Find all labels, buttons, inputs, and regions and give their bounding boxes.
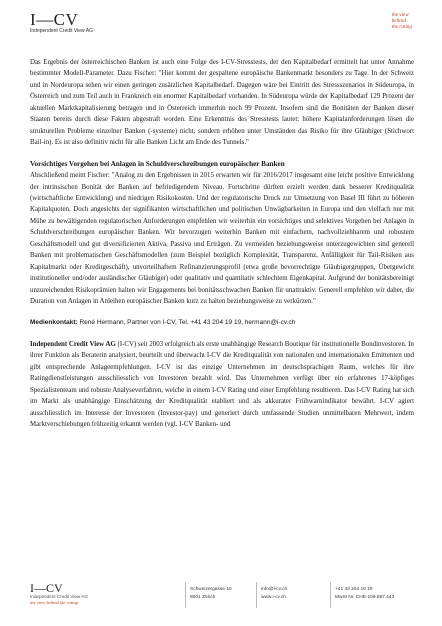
footer-logo [30,582,150,605]
email-link[interactable]: info@i-cv.ch [261,587,288,592]
slogan-line: the view [391,12,409,18]
paragraph-recommendation: Abschließend meint Fischer: "Analog zu den Ergebnissen in 2015 erwarten wir für 2016/2017 insgesamt eine leicht positive Entwicklung der intrinsischen Bonität der Banken auf befriedigendem Niveau. Fortschritte dürften erzielt werden dank besserer Kreditqualität (wirtschaftliche Entwicklung) und niedrigen Risikokosten. Und der regulatorische Druck zur Umsetzung von Basel III führt zu höheren Kapitalquoten. Doch angesichts der signifikanten wirtschaftlichen und politischen Unwägbarkeiten in Europa und den vielfach nur mit Mühe zu bewältigenden regulatorischen Anforderungen empfehlen wir weiterhin ein vorsichtiges und selektives Vorgehen bei Anlagen in Schuldverschreibungen europäischer Banken. Wir bevorzugen weiterhin Banken mit einfachem, nachvollziehbarem und robustem Geschäftsmodell und gut diversifizierten Aktiva, Passiva und Erträgen. Zu vermeiden beziehungsweise unterzugewichten sind generell Banken mit problematischen Geschäftsmodellen (zum Beispiel bezüglich Komplexität, Transparenz, Anfälligkeit für Tail-Risiken aus Kapitalmarkt oder Kreditgeschäft), unvorteilhaftem Refinanzierungsprofil (etwa große bevorrechtigte Gläubigergruppen, Übergewicht institutioneller und/oder ausländischer Gläubiger) oder qualitativ und quantitativ schlechtem Eigenkapital. Aufgrund der bonitätsbereinigt unzureichenden Risikoprämien halten wir Engagements bei bonitätsschwachen Banken für unattraktiv. Generell empfehlen wir daher, die Duration von Anlagen in Anleihen europäischer Banken kurz zu halten beziehungsweise zu verkürzen." [30,172,414,306]
footer-address [190,586,232,602]
footer-divider [185,582,186,608]
phone-number: +41 43 204 19 19 [335,587,373,592]
logo-subtitle: Independent Credit View AG [30,28,94,34]
logo-mark: I—CV [30,10,79,29]
about-text: (I-CV) seit 2003 erfolgreich als erste unabhängige Research Boutique für institutionelle Bondinvestoren. In ihrer Funktion als Beraterin analysiert, beurteilt und überwacht I-CV die Kreditqualität von nationalen und internationalen Emittenten und gibt entsprechende Anlageempfehlungen. I-CV ist das einzige Unternehmen im deutschsprachigen Raum, welches für ihre Ratingdienstleistungen ausschliesslich von Investoren bezahlt wird. Das Unternehmen verfügt über ein erfahrenes 17-köpfiges Spezialistenteam und robuste Analyseverfahren, welche in einem I-CV Rating und einer Empfehlung resultieren. Das I-CV Rating hat sich im Markt als unabhängige Einschätzung der Kreditqualität etabliert und als akkurater Frühwarnindikator bewährt. I-CV agiert ausschliesslich im Interesse der Investoren (Investor-pay) und generiert durch umfassende Studien unmittelbaren Mehrwert, indem Marktverschiebungen frühzeitig erkannt werden (vgl. I-CV Banken- und [30,340,414,429]
slogan-line: the rating [391,24,412,31]
address-line: 8001 Zürich [190,595,216,600]
footer-slogan: the view behind the rating [30,599,78,605]
header-slogan [392,12,412,31]
contact-label: Medienkontakt: [30,318,78,326]
footer-company: Independent Credit View AG [30,594,88,599]
footer-divider [330,582,331,608]
vat-number: MwSt Nr. CHE-109.887.443 [335,595,395,600]
footer-divider [256,582,257,608]
contact-text: René Hermann, Partner von I-CV, Tel. +41 43 204 19 19, hermann@i-cv.ch [77,318,296,326]
footer-web [261,586,287,602]
paragraph-about [30,339,414,431]
media-contact [30,317,414,328]
section-heading: Vorsichtiges Vorgehen bei Anlagen in Schuldverschreibungen europäischer Banken [30,159,285,168]
footer-logo-mark: I—CV [30,581,63,595]
header-logo [30,12,150,34]
website-link[interactable]: www.i-cv.ch [261,595,286,600]
footer-phone [335,586,394,602]
address-line: Schweizergasse 10 [190,587,232,592]
paragraph-stresstest: Das Ergebnis der österreichischen Banken ist auch eine Folge des I-CV-Stresstests, der den Kapitalbedarf ermittelt hat unter Annahme bestimmter Modell-Parameter. Dazu Fischer: "Hier kommt der gespaltene europäische Bankenmarkt besonders zu Tage. In der Schweiz und in Nordeuropa sehen wir einen geringen zusätzlichen Kapitalbedarf. Dagegen wäre bei Eintritt des Stressszenarios in Südeuropa, in Österreich und zum Teil auch in Frankreich ein enormer Kapitalbedarf vorhanden. In Südeuropa würde der Kapitalbedarf 129 Prozent der aktuellen Marktkapitalisierung betragen und in Österreich immerhin noch 99 Prozent. Insofern sind die Bonitäten der Banken dieser Staaten bereits durch diese Fakten abgestraft worden. Eine Erkenntnis des Stresstests lautet: höhere Kapitalanforderungen lösen die strukturellen Probleme einzelner Banken (-systeme) nicht, sondern erhöhen unter Umständen das Risiko für ihre Gläubiger (Stichwort Bail-in). Es ist also definitiv nicht für alle Banken Licht am Ende des Tunnels." [30,59,414,147]
page-footer [30,580,414,610]
about-company: Independent Credit View AG [30,340,116,348]
slogan-line: behind [391,18,406,25]
document-body [30,57,414,431]
